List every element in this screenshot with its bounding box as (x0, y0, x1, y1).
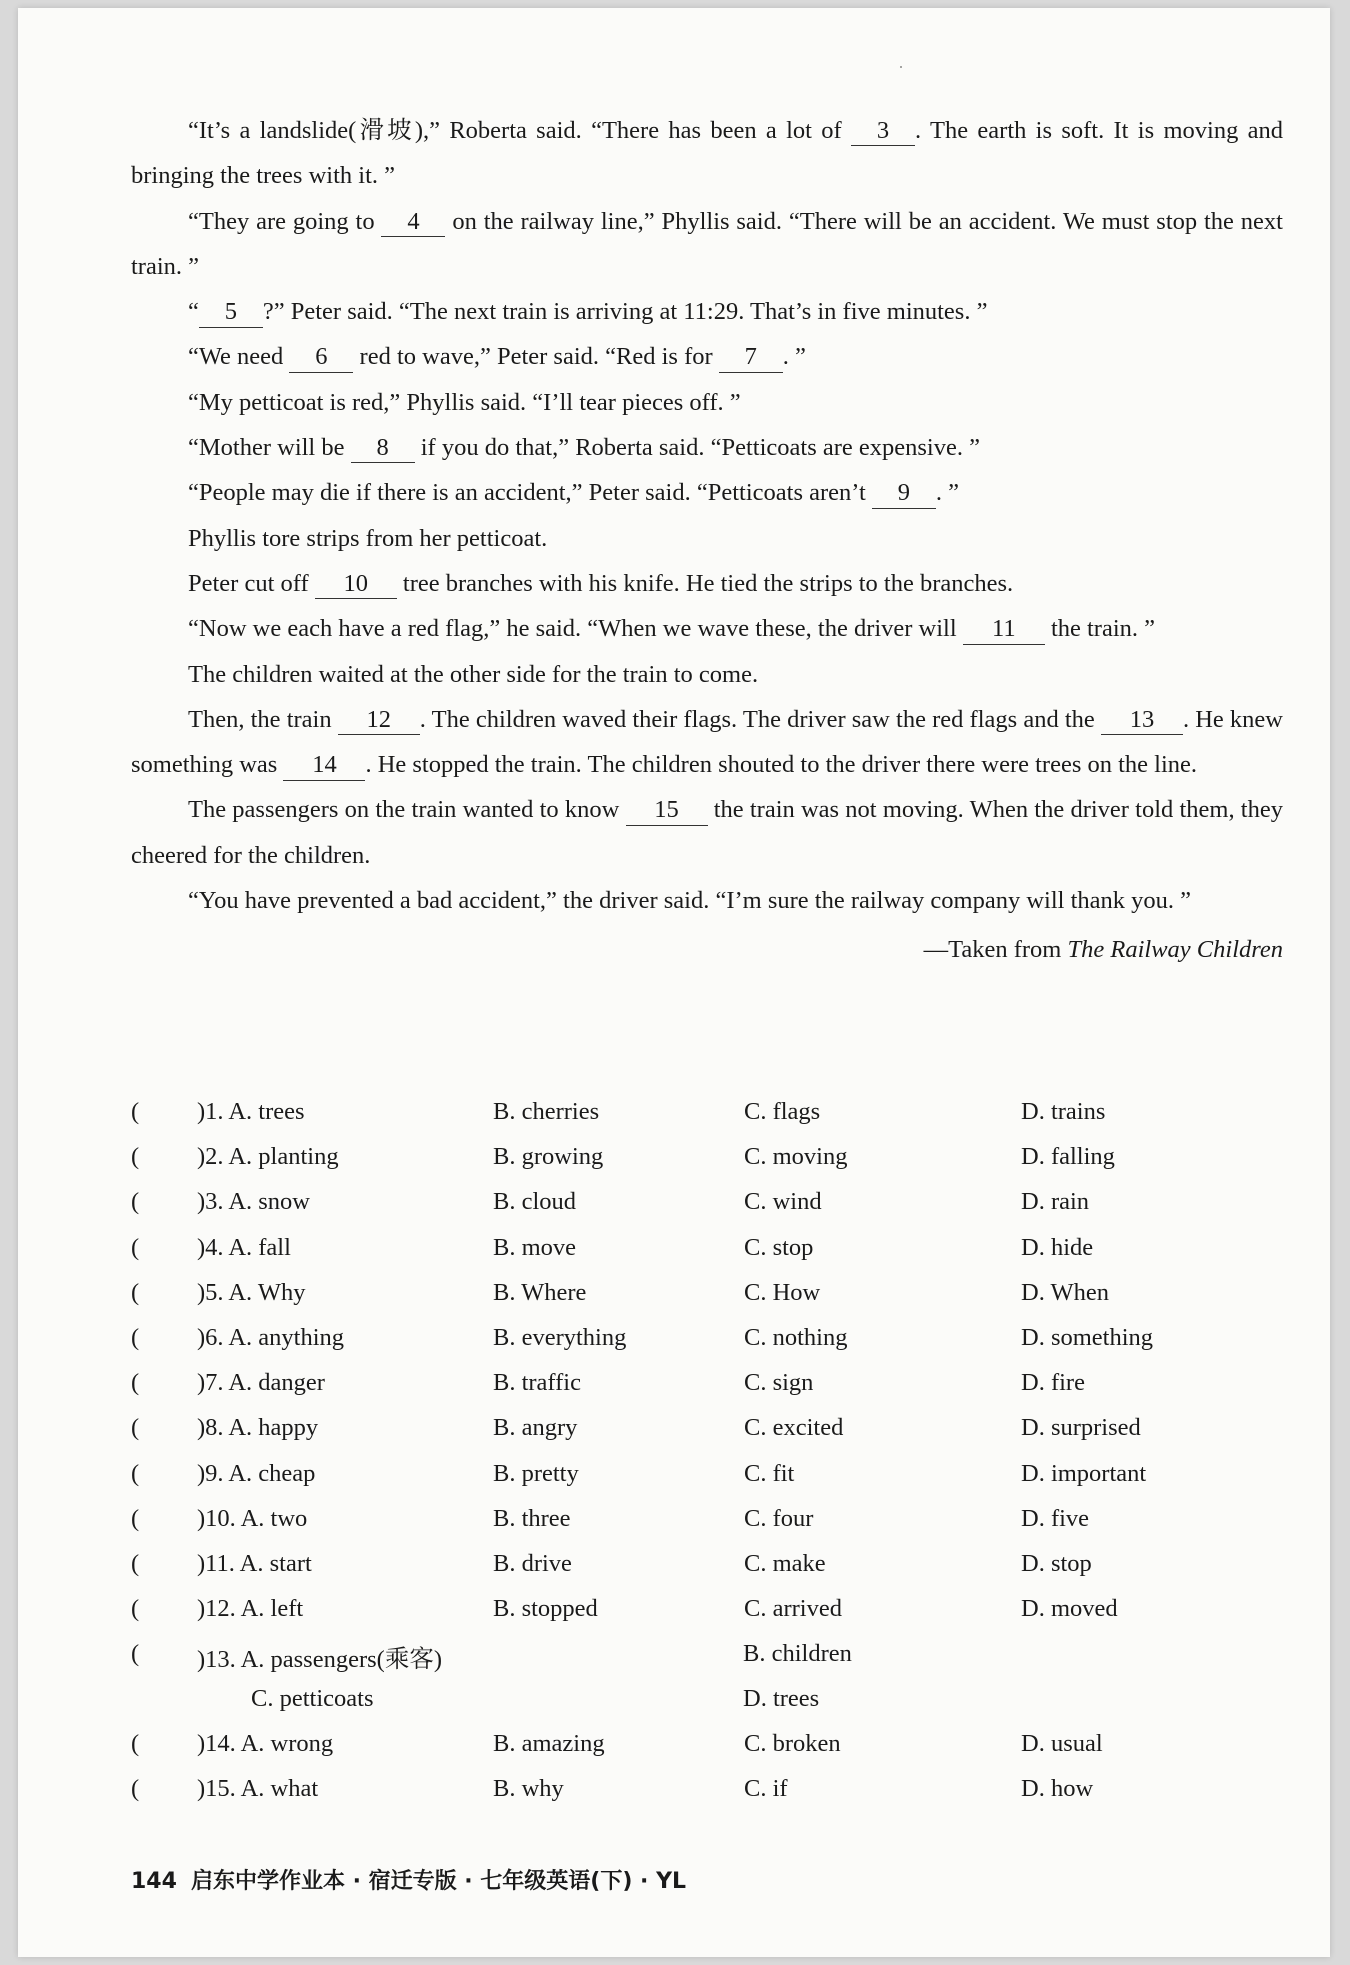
question-row (131, 1505, 1291, 1550)
option-b: B. cloud (493, 1188, 577, 1216)
question-number: )1. (197, 1098, 224, 1125)
option-c: C. stop (744, 1233, 814, 1261)
option-c: C. four (744, 1504, 814, 1532)
answer-paren[interactable]: ( (131, 1278, 140, 1306)
paragraph (131, 334, 1283, 379)
question-row (131, 1143, 1291, 1188)
blank-13: 13 (1101, 705, 1183, 735)
page-footer (131, 1864, 686, 1895)
option-a: A. Why (228, 1278, 306, 1306)
option-c: C. nothing (744, 1323, 848, 1351)
text: . ” (935, 479, 960, 507)
question-number: )13. (197, 1646, 236, 1674)
question-number: )9. (197, 1459, 224, 1487)
option-d: D. falling (1021, 1143, 1115, 1171)
question-row (131, 1369, 1291, 1414)
option-b: B. why (493, 1775, 564, 1803)
answer-paren[interactable]: ( (131, 1504, 140, 1532)
question-number: )6. (197, 1323, 224, 1351)
option-c: C. arrived (744, 1595, 842, 1623)
text: red to wave,” Peter said. “Red is for (353, 343, 719, 371)
blank-4: 4 (381, 207, 445, 237)
option-a: A. anything (228, 1323, 345, 1351)
option-a: A. danger (228, 1369, 325, 1397)
question-number-and-option-a (197, 1279, 305, 1307)
option-b: B. amazing (493, 1730, 605, 1758)
blank-9: 9 (872, 478, 936, 508)
question-number-and-option-a (197, 1188, 310, 1216)
option-a: A. trees (228, 1098, 305, 1125)
option-b: B. drive (493, 1549, 572, 1577)
answer-paren[interactable]: ( (131, 1640, 140, 1668)
question-number: )15. (197, 1775, 236, 1803)
blank-7: 7 (719, 342, 783, 372)
paragraph (131, 697, 1283, 788)
option-d: D. important (1021, 1459, 1147, 1487)
text: . The children waved their flags. The driver saw the red flags and the (419, 705, 1101, 733)
answer-paren[interactable]: ( (131, 1595, 140, 1623)
text: “It’s a landslide(滑坡),” Roberta said. “There has been a lot of (188, 117, 852, 144)
question-number: )10. (197, 1504, 236, 1532)
question-row (131, 1640, 1291, 1730)
question-row (131, 1188, 1291, 1233)
paragraph (131, 787, 1283, 878)
paragraph (131, 289, 1283, 334)
blank-5: 5 (199, 297, 263, 327)
paragraph (131, 561, 1283, 606)
option-a: A. passengers(乘客) (240, 1646, 442, 1674)
question-number: )3. (197, 1188, 224, 1216)
answer-paren[interactable]: ( (131, 1369, 140, 1397)
option-c: C. How (744, 1278, 821, 1306)
question-list (131, 1098, 1291, 1821)
question-number-and-option-a (197, 1550, 312, 1578)
question-row (131, 1730, 1291, 1775)
question-number-and-option-a (197, 1640, 442, 1675)
paragraph (131, 606, 1283, 651)
option-c: C. wind (744, 1188, 822, 1216)
source-title: The Railway Children (1067, 936, 1283, 964)
text: tree branches with his knife. He tied the strips to the branches. (396, 569, 1014, 597)
blank-6: 6 (289, 342, 353, 372)
paragraph (131, 425, 1283, 470)
text: . ” (782, 343, 806, 371)
question-number-and-option-a (197, 1234, 291, 1262)
option-d: D. moved (1021, 1595, 1118, 1623)
option-d: D. trains (1021, 1098, 1106, 1125)
answer-paren[interactable]: ( (131, 1323, 140, 1351)
question-number: )11. (197, 1549, 235, 1577)
text: “Now we each have a red flag,” he said. “When we wave these, the driver will (188, 615, 963, 643)
option-c: C. fit (744, 1459, 795, 1487)
option-b: B. cherries (493, 1098, 600, 1125)
option-a: A. cheap (228, 1459, 316, 1487)
blank-8: 8 (351, 433, 415, 463)
paragraph (131, 199, 1283, 290)
option-b: B. children (743, 1640, 852, 1668)
paragraph: The children waited at the other side for the train to come. (188, 660, 759, 688)
option-b: B. angry (493, 1414, 578, 1442)
option-d: D. how (1021, 1775, 1094, 1803)
text: “Mother will be (188, 434, 351, 462)
blank-10: 10 (315, 569, 397, 599)
paragraph: “You have prevented a bad accident,” the driver said. “I’m sure the railway company will thank you. ” (188, 887, 1192, 915)
question-number: )5. (197, 1278, 224, 1306)
answer-paren[interactable]: ( (131, 1188, 140, 1216)
option-b: B. everything (493, 1323, 627, 1351)
source-prefix: —Taken from (923, 936, 1068, 964)
text: “People may die if there is an accident,” Peter said. “Petticoats aren’t (188, 479, 872, 507)
text: The passengers on the train wanted to know (188, 796, 626, 824)
option-c: C. make (744, 1549, 826, 1577)
text: ?” Peter said. “The next train is arriving at 11:29. That’s in five minutes. ” (262, 298, 988, 326)
text: if you do that,” Roberta said. “Petticoats are expensive. ” (414, 434, 980, 462)
option-b: B. three (493, 1504, 571, 1532)
question-row (131, 1324, 1291, 1369)
text: “We need (188, 343, 290, 371)
question-number-and-option-a (197, 1098, 305, 1126)
text: “They are going to (188, 207, 382, 235)
blank-12: 12 (338, 705, 420, 735)
option-d: D. something (1021, 1323, 1154, 1351)
option-a: A. snow (228, 1188, 310, 1216)
option-c: C. broken (744, 1730, 841, 1758)
option-a: A. two (240, 1504, 308, 1532)
question-number-and-option-a (197, 1595, 303, 1623)
paragraph: Phyllis tore strips from her petticoat. (188, 524, 548, 552)
option-a: A. wrong (240, 1730, 334, 1758)
question-row (131, 1414, 1291, 1459)
text: Peter cut off (188, 569, 315, 597)
question-row (131, 1550, 1291, 1595)
text: . He stopped the train. The children shouted to the driver there were trees on the line. (365, 751, 1198, 779)
option-c: C. if (744, 1775, 788, 1803)
answer-paren[interactable]: ( (131, 1549, 140, 1577)
option-a: A. planting (228, 1143, 339, 1171)
option-a: A. start (239, 1549, 312, 1577)
option-d: D. hide (1021, 1233, 1094, 1261)
option-c: C. flags (744, 1098, 821, 1125)
option-d: D. surprised (1021, 1414, 1141, 1442)
question-number-and-option-a (197, 1143, 339, 1171)
book-title: 启东中学作业本 · 宿迁专版 · 七年级英语(下) · YL (190, 1869, 687, 1894)
option-b: B. stopped (493, 1595, 598, 1623)
question-row (131, 1595, 1291, 1640)
question-number-and-option-a (197, 1775, 318, 1803)
text: the train was not moving. When the driver told them, they cheered for the children. (131, 796, 1283, 869)
option-b: B. Where (493, 1278, 587, 1306)
answer-paren[interactable]: ( (131, 1098, 140, 1125)
text: the train. ” (1044, 615, 1156, 643)
option-b: B. move (493, 1233, 577, 1261)
blank-3: 3 (851, 116, 915, 146)
question-row (131, 1460, 1291, 1505)
option-b: B. growing (493, 1143, 604, 1171)
question-row (131, 1279, 1291, 1324)
option-a: A. happy (228, 1414, 319, 1442)
option-d: D. When (1021, 1278, 1109, 1306)
question-number-and-option-a (197, 1730, 333, 1758)
source-credit (131, 927, 1283, 972)
option-a: A. left (240, 1595, 304, 1623)
option-b: B. traffic (493, 1369, 581, 1397)
option-c: C. petticoats (251, 1685, 374, 1713)
option-d: D. stop (1021, 1549, 1092, 1577)
option-c: C. sign (744, 1369, 814, 1397)
question-number: )7. (197, 1369, 224, 1397)
question-number: )8. (197, 1414, 224, 1442)
answer-paren[interactable]: ( (131, 1143, 140, 1171)
question-number: )14. (197, 1730, 236, 1758)
paragraph (131, 108, 1283, 199)
document-page (18, 8, 1330, 1957)
option-b: B. pretty (493, 1459, 579, 1487)
option-a: A. fall (228, 1233, 291, 1261)
speck (900, 66, 902, 68)
option-c: C. excited (744, 1414, 844, 1442)
blank-11: 11 (963, 614, 1045, 644)
blank-14: 14 (283, 750, 365, 780)
paragraph: “My petticoat is red,” Phyllis said. “I’ll tear pieces off. ” (188, 388, 741, 416)
option-d: D. trees (743, 1685, 820, 1713)
answer-paren[interactable]: ( (131, 1414, 140, 1442)
paragraph (131, 470, 1283, 515)
page-number: 144 (131, 1869, 177, 1894)
answer-paren[interactable]: ( (131, 1730, 140, 1758)
question-number-and-option-a (197, 1324, 344, 1352)
text: on the railway line,” Phyllis said. “There will be an accident. We must stop the next train. ” (131, 207, 1283, 280)
option-a: A. what (240, 1775, 319, 1803)
question-row (131, 1098, 1291, 1143)
option-d: D. fire (1021, 1369, 1085, 1397)
text: Then, the train (188, 705, 338, 733)
text: “ (188, 298, 199, 326)
question-number-and-option-a (197, 1369, 325, 1397)
option-d: D. usual (1021, 1730, 1103, 1758)
option-d: D. rain (1021, 1188, 1090, 1216)
question-row (131, 1775, 1291, 1820)
text: . He knew something was (131, 705, 1284, 779)
answer-paren[interactable]: ( (131, 1233, 140, 1261)
question-number-and-option-a (197, 1460, 315, 1488)
question-row (131, 1234, 1291, 1279)
option-c: C. moving (744, 1143, 848, 1171)
question-number: )2. (197, 1143, 224, 1171)
question-number: )12. (197, 1595, 236, 1623)
question-number-and-option-a (197, 1414, 318, 1442)
option-d: D. five (1021, 1504, 1090, 1532)
answer-paren[interactable]: ( (131, 1775, 140, 1803)
question-number: )4. (197, 1233, 224, 1261)
answer-paren[interactable]: ( (131, 1459, 140, 1487)
blank-15: 15 (626, 795, 708, 825)
text: . The earth is soft. It is moving and bringing the trees with it. ” (131, 117, 1284, 190)
cloze-passage (131, 108, 1283, 973)
question-number-and-option-a (197, 1505, 307, 1533)
